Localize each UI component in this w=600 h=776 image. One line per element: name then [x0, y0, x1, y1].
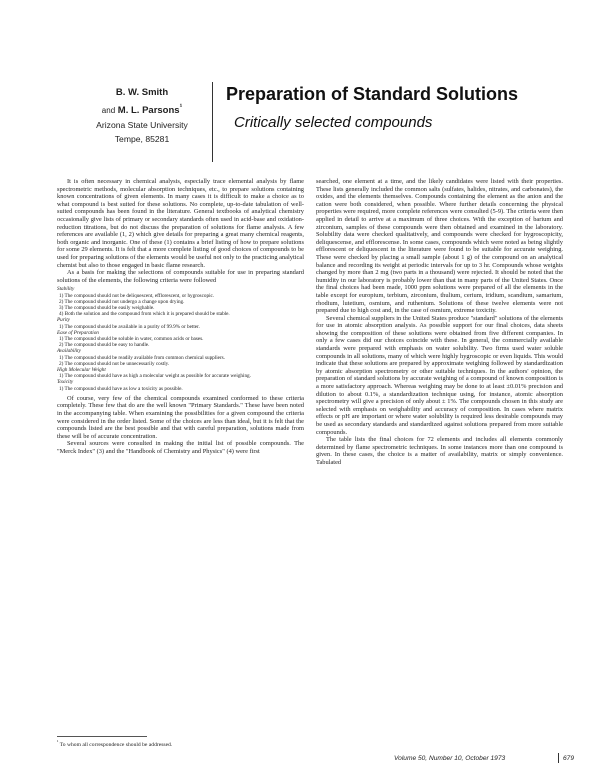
article-title: Preparation of Standard Solutions [226, 84, 519, 104]
criteria-category: Purity [57, 317, 70, 324]
criteria-item: 2) The compound should not be unnecessarily costly. [59, 360, 170, 367]
criteria-item: 1) The compound should be available in a purity of 99.9% or better. [59, 323, 200, 330]
criteria-category: High Molecular Weight [57, 366, 106, 373]
left-column [57, 178, 304, 456]
article-subtitle: Critically selected compounds [234, 114, 433, 131]
author-2: M. L. Parsons [117, 105, 180, 117]
footnote-rule [57, 736, 147, 737]
criteria-category: Stability [57, 286, 75, 293]
footnote-text: To whom all correspondence should be addressed. [59, 741, 173, 748]
header-divider [212, 82, 213, 162]
author-2-footnote-mark: ¹ [179, 102, 183, 111]
criteria-item: 4) Both the solution and the compound from which it is prepared should be stable. [59, 311, 230, 318]
affiliation-university: Arizona State University [96, 120, 188, 131]
right-column [316, 178, 563, 467]
primary-standards-paragraph: Of course, very few of the chemical compounds examined conformed to these criteria completely. These few that do are the well known "Primary Standards." These have been noted in the accompanying table. When examining the possibilities for a given compound the criteria were considered in the order listed. Some of the choices are less than ideal, but it is felt that the compounds listed are the best possible and that with careful preparation, solutions made from these will be of accurate concentration. [57, 394, 304, 440]
footnote-mark: ¹ [57, 740, 59, 745]
page-number: 679 [563, 755, 575, 762]
criteria-item: 2) The compound should not undergo a change upon drying. [59, 298, 185, 305]
criteria-intro-paragraph: As a basis for making the selections of compounds suitable for use in preparing standard solutions of the elements, the following criteria were followed [57, 269, 304, 284]
criteria-list [57, 286, 304, 391]
author-1: B. W. Smith [115, 87, 169, 98]
criteria-item: 2) The compound should be easy to handle. [59, 342, 150, 349]
and-word: and [101, 106, 116, 116]
criteria-item: 1) The compound should be soluble in water, common acids or bases. [59, 335, 204, 342]
sources-paragraph: Several sources were consulted in making the initial list of possible compounds. The "Merck Index" (3) and the "Handbook of Chemistry and Physics" (4) were first [57, 440, 304, 455]
footnote [57, 740, 172, 748]
criteria-item: 1) The compound should be readily available from common chemical suppliers. [59, 354, 226, 361]
table-intro-paragraph: The table lists the final choices for 72 elements and includes all elements commonly determined by flame spectrometric techniques. In some instances more than one compound is given. In these cases, the choice is a matter of availability, matrix or simply convenience. Tabulated [316, 436, 563, 466]
affiliation-city: Tempe, 85281 [114, 134, 170, 145]
journal-info: Volume 50, Number 10, October 1973 [394, 755, 506, 762]
author-2-line [80, 100, 204, 118]
criteria-item: 1) The compound should have as high a molecular weight as possible for accurate weighing. [59, 373, 251, 380]
method-paragraph: searched, one element at a time, and the likely candidates were listed with their properties. These lists generally included the common salts (sulfates, halides, nitrates, and carbonates), the oxides, and the elements themselves. Compounds containing the element as the anion and the cation were both considered, when possible. Where further details concerning the physical properties were required, more complete references were consulted (5-9). The criteria were then applied in detail to arrive at a maximum of three choices. With the exception of barium and zirconium, samples of these compounds were then obtained and examined in the laboratory. Solubility data were checked qualitatively, and compounds were checked for hygroscopicity, deliquescense, and efflorescense. In some cases, compounds which were noted as being slightly efflorescent or deliquescent in the literature were found to be suitable for accurate weighing. These were checked by placing a small sample (about 1 g) of the compound on an analytical balance and recording its weight at periodic intervals for up to 3 hr. Compounds whose weights changed by more than 2 mg (two parts in a thousand) were rejected. It should be noted that the humidity in our laboratory is probably lower than that in many parts of the United States. Once the final choices had been made, 1000 ppm solutions were prepared of all the elements in the table except for europium, terbium, zirconium, thulium, cerium, iridium, scandium, samarium, rhodium, lutetium, osmium, and ruthenium. Solutions of these twelve elements were not prepared due to high cost and, in the case of osmium, extreme toxicity. [316, 178, 563, 315]
author-block [80, 86, 204, 146]
criteria-category: Availability [57, 348, 81, 355]
criteria-item: 1) The compound should not be deliquescent, efflorescent, or hygroscopic. [59, 292, 215, 299]
criteria-category: Toxicity [57, 379, 74, 386]
suppliers-paragraph: Several chemical suppliers in the United States produce "standard" solutions of the elements for use in atomic absorption analysis. As possible support for our final choices, data sheets showing the composition of these solutions were obtained from five different companies. In only a few cases did our choices coincide with these. In general, the commercially available standards were prepared with emphasis on water solubility. Two firms used water soluble compounds in all solutions, many of which were highly hygroscopic or even liquids. This would indicate that these solutions are prepared by approximate weighing followed by standardization by atomic absorption spectrometry or other suitable techniques. In the authors' opinion, the preparation of standard solutions by accurate weighing of a compound of known composition is a more satisfactory approach. Whereas weighing may be done to at least ±0.01% precision and dilution to about 0.1%, a standardization technique using, for instance, atomic absorption spectrometry will give a precision of only about ± 1%. The compounds chosen in this study are selected with emphasis on weighability and accuracy of composition. In cases where matrix effects or pH are important or where water solubility is required less desirable compounds may be used as secondary standards and standardized against solutions prepared from more suitable compounds. [316, 314, 563, 436]
criteria-item: 3) The compound should be easily weighable. [59, 304, 155, 311]
intro-paragraph: It is often necessary in chemical analysis, especially trace elemental analysis by flame spectrometric methods, molecular absorption techniques, etc., to prepare solutions containing known concentrations of given elements. In many cases it is difficult to make a choice as to what compound is best suited for these solutions. No complete, up-to-date tabulation of well-suited compounds has been found in the literature. General textbooks of analytical chemistry occasionally give lists of primary or secondary standards often used in acid-base and oxidation-reduction titrations, but do not discuss the preparation of solutions for flame analysis. A few references are available (1, 2) which give details for preparing a great many chemical reagents, both organic and inorganic. One of these (1) contains a brief listing of how to prepare solutions for some 29 elements. It is felt that a more complete listing of good choices of compounds to be used for preparing solutions of the elements would be useful not only to the practicing analytical chemist but also to those engaged in basic flame research. [57, 178, 304, 269]
criteria-category: Ease of Preparation [57, 329, 99, 336]
criteria-item: 1) The compound should have as low a toxicity as possible. [59, 385, 183, 392]
folio-divider [558, 753, 559, 763]
